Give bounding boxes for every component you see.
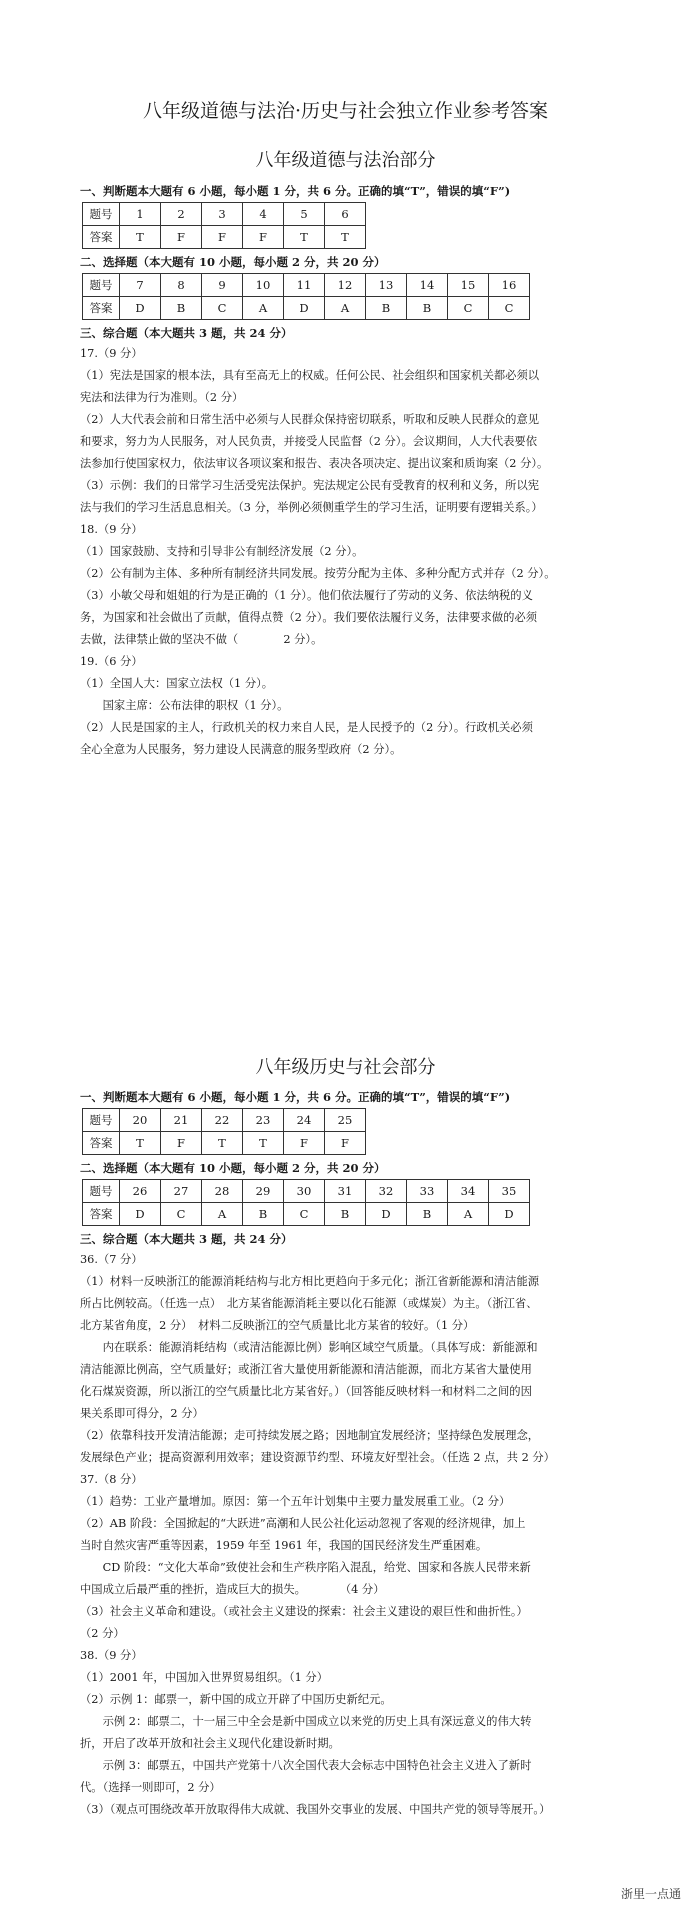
- answer-line: 宪法和法律为行为准则。（2 分）: [80, 391, 244, 404]
- part1-sec1-heading: 一、判断题本大题有 6 小题，每小题 1 分，共 6 分。正确的填“T”，错误的填“F”): [80, 184, 511, 198]
- question-number: 34: [448, 1180, 489, 1203]
- answer-line: CD 阶段：“文化大革命”致使社会和生产秩序陷入混乱，给党、国家和各族人民带来新: [80, 1561, 531, 1574]
- document-title: 八年级道德与法治·历史与社会独立作业参考答案: [142, 100, 549, 122]
- answer-cell: D: [489, 1203, 530, 1226]
- question-number: 29: [243, 1180, 284, 1203]
- question-number: 2: [161, 203, 202, 226]
- answer-cell: F: [202, 226, 243, 249]
- answer-line: 折，开启了改革开放和社会主义现代化建设新时期。: [80, 1737, 340, 1750]
- row-label: 题号: [83, 1109, 120, 1132]
- row-label: 答案: [83, 297, 120, 320]
- answer-cell: C: [448, 297, 489, 320]
- answer-cell: A: [448, 1203, 489, 1226]
- answer-cell: D: [120, 297, 161, 320]
- answer-line: 37.（8 分）: [80, 1473, 143, 1486]
- question-number: 10: [243, 274, 284, 297]
- answer-line: 所占比例较高。（任选一点） 北方某省能源消耗主要以化石能源（或煤炭）为主。（浙江省、: [80, 1297, 538, 1310]
- table-row: [83, 1180, 530, 1203]
- question-number: 25: [325, 1109, 366, 1132]
- answer-line: （2）人大代表会前和日常生活中必须与人民群众保持密切联系，听取和反映人民群众的意见: [80, 413, 540, 426]
- answer-line: 36.（7 分）: [80, 1253, 143, 1266]
- question-number: 28: [202, 1180, 243, 1203]
- question-number: 23: [243, 1109, 284, 1132]
- answer-cell: B: [325, 1203, 366, 1226]
- answer-cell: B: [407, 297, 448, 320]
- answer-cell: C: [202, 297, 243, 320]
- answer-line: 法参加行使国家权力，依法审议各项议案和报告、表决各项决定、提出议案和质询案（2 分）。: [80, 457, 549, 470]
- row-label: 题号: [83, 203, 120, 226]
- answer-cell: T: [120, 1132, 161, 1155]
- answer-line: （1）趋势：工业产量增加。原因：第一个五年计划集中主要力量发展重工业。（2 分）: [80, 1495, 511, 1508]
- answer-line: 国家主席：公布法律的职权（1 分）。: [80, 699, 289, 712]
- answer-line: （1）材料一反映浙江的能源消耗结构与北方相比更趋向于多元化；浙江省新能源和清洁能源: [80, 1275, 540, 1288]
- question-number: 11: [284, 274, 325, 297]
- part2-sec2-heading: 二、选择题（本大题有 10 小题，每小题 2 分，共 20 分）: [80, 1161, 386, 1175]
- answer-cell: T: [202, 1132, 243, 1155]
- question-number: 16: [489, 274, 530, 297]
- answer-line: 17.（9 分）: [80, 347, 143, 360]
- part2-mc-table: [82, 1179, 530, 1226]
- question-number: 8: [161, 274, 202, 297]
- answer-cell: B: [366, 297, 407, 320]
- answer-cell: F: [325, 1132, 366, 1155]
- part1-tf-table: [82, 202, 366, 249]
- answer-line: 中国成立后最严重的挫折，造成巨大的损失。 （4 分）: [80, 1583, 385, 1596]
- answer-line: 法与我们的学习生活息息相关。（3 分，举例必须侧重学生的学习生活，证明要有逻辑关系。）: [80, 501, 543, 514]
- answer-line: 果关系即可得分，2 分）: [80, 1407, 204, 1420]
- question-number: 33: [407, 1180, 448, 1203]
- part1-sec2-heading: 二、选择题（本大题有 10 小题，每小题 2 分，共 20 分）: [80, 255, 386, 269]
- answer-cell: T: [120, 226, 161, 249]
- question-number: 32: [366, 1180, 407, 1203]
- part1-title: 八年级道德与法治部分: [255, 150, 436, 171]
- answer-line: （2 分）: [80, 1627, 125, 1640]
- answer-line: 清洁能源比例高，空气质量好；或浙江省大量使用新能源和清洁能源，而北方某省大量使用: [80, 1363, 532, 1376]
- question-number: 3: [202, 203, 243, 226]
- answer-line: 示例 3：邮票五，中国共产党第十八次全国代表大会标志中国特色社会主义进入了新时: [80, 1759, 532, 1772]
- answer-cell: A: [202, 1203, 243, 1226]
- answer-cell: T: [325, 226, 366, 249]
- table-row: [83, 226, 366, 249]
- row-label: 题号: [83, 1180, 120, 1203]
- table-row: [83, 1132, 366, 1155]
- answer-line: （1）宪法是国家的根本法，具有至高无上的权威。任何公民、社会组织和国家机关都必须以: [80, 369, 540, 382]
- watermark-footer: 浙里一点通: [620, 1887, 681, 1901]
- question-number: 14: [407, 274, 448, 297]
- question-number: 9: [202, 274, 243, 297]
- answer-cell: D: [120, 1203, 161, 1226]
- answer-line: （1）国家鼓励、支持和引导非公有制经济发展（2 分）。: [80, 545, 364, 558]
- part2-tf-table: [82, 1108, 366, 1155]
- answer-line: （3）示例：我们的日常学习生活受宪法保护。宪法规定公民有受教育的权利和义务，所以宪: [80, 479, 540, 492]
- question-number: 13: [366, 274, 407, 297]
- question-number: 26: [120, 1180, 161, 1203]
- answer-line: （2）依靠科技开发清洁能源；走可持续发展之路；因地制宜发展经济；坚持绿色发展理念，: [80, 1429, 540, 1442]
- question-number: 30: [284, 1180, 325, 1203]
- answer-cell: B: [243, 1203, 284, 1226]
- answer-cell: D: [284, 297, 325, 320]
- answer-line: （1）2001 年，中国加入世界贸易组织。（1 分）: [80, 1671, 329, 1684]
- question-number: 1: [120, 203, 161, 226]
- question-number: 6: [325, 203, 366, 226]
- table-row: [83, 297, 530, 320]
- answer-cell: F: [243, 226, 284, 249]
- answer-line: （1）全国人大：国家立法权（1 分）。: [80, 677, 274, 690]
- answer-line: 内在联系：能源消耗结构（或清洁能源比例）影响区域空气质量。（具体写成：新能源和: [80, 1341, 538, 1354]
- table-row: [83, 274, 530, 297]
- answer-line: 化石煤炭资源，所以浙江的空气质量比北方某省好。）（回答能反映材料一和材料二之间的因: [80, 1385, 532, 1398]
- question-number: 12: [325, 274, 366, 297]
- question-number: 35: [489, 1180, 530, 1203]
- answer-cell: A: [243, 297, 284, 320]
- question-number: 5: [284, 203, 325, 226]
- row-label: 答案: [83, 226, 120, 249]
- answer-line: 19.（6 分）: [80, 655, 143, 668]
- answer-line: 全心全意为人民服务，努力建设人民满意的服务型政府（2 分）。: [80, 743, 402, 756]
- question-number: 20: [120, 1109, 161, 1132]
- answer-cell: T: [284, 226, 325, 249]
- question-number: 27: [161, 1180, 202, 1203]
- answer-cell: D: [366, 1203, 407, 1226]
- answer-cell: F: [161, 226, 202, 249]
- answer-line: （3）社会主义革命和建设。（或社会主义建设的探索：社会主义建设的艰巨性和曲折性。）: [80, 1605, 528, 1618]
- answer-cell: C: [284, 1203, 325, 1226]
- part2-title: 八年级历史与社会部分: [255, 1057, 436, 1078]
- answer-line: 代。（选择一则即可，2 分）: [80, 1781, 221, 1794]
- answer-cell: B: [407, 1203, 448, 1226]
- row-label: 答案: [83, 1132, 120, 1155]
- answer-line: 和要求，努力为人民服务，对人民负责，并接受人民监督（2 分）。会议期间，人大代表要依: [80, 435, 538, 448]
- question-number: 15: [448, 274, 489, 297]
- answer-cell: C: [489, 297, 530, 320]
- part1-mc-table: [82, 273, 530, 320]
- answer-cell: T: [243, 1132, 284, 1155]
- answer-line: （2）示例 1：邮票一，新中国的成立开辟了中国历史新纪元。: [80, 1693, 392, 1706]
- answer-line: 18.（9 分）: [80, 523, 143, 536]
- answer-line: （2）公有制为主体、多种所有制经济共同发展。按劳分配为主体、多种分配方式并存（2 分）。: [80, 567, 556, 580]
- answer-line: 北方某省角度，2 分） 材料二反映浙江的空气质量比北方某省的较好。（1 分）: [80, 1319, 475, 1332]
- answer-line: 示例 2：邮票二，十一届三中全会是新中国成立以来党的历史上具有深远意义的伟大转: [80, 1715, 532, 1728]
- answer-line: （3）（观点可围绕改革开放取得伟大成就、我国外交事业的发展、中国共产党的领导等展开。）: [80, 1803, 551, 1816]
- part1-sec3-heading: 三、综合题（本大题共 3 题，共 24 分）: [80, 326, 293, 340]
- question-number: 4: [243, 203, 284, 226]
- answer-line: （2）人民是国家的主人，行政机关的权力来自人民，是人民授予的（2 分）。行政机关必须: [80, 721, 533, 734]
- answer-line: 去做，法律禁止做的坚决不做（ 2 分）。: [80, 633, 323, 646]
- answer-line: 务，为国家和社会做出了贡献，值得点赞（2 分）。我们要依法履行义务，法律要求做的必须: [80, 611, 538, 624]
- answer-line: 38.（9 分）: [80, 1649, 143, 1662]
- question-number: 21: [161, 1109, 202, 1132]
- row-label: 答案: [83, 1203, 120, 1226]
- question-number: 7: [120, 274, 161, 297]
- answer-line: 发展绿色产业；提高资源利用效率；建设资源节约型、环境友好型社会。（任选 2 点，共 2 分）: [80, 1451, 555, 1464]
- table-row: [83, 1203, 530, 1226]
- part2-sec3-heading: 三、综合题（本大题共 3 题，共 24 分）: [80, 1232, 293, 1246]
- part2-sec1-heading: 一、判断题本大题有 6 小题，每小题 1 分，共 6 分。正确的填“T”，错误的填“F”): [80, 1090, 511, 1104]
- answer-cell: C: [161, 1203, 202, 1226]
- question-number: 31: [325, 1180, 366, 1203]
- answer-cell: B: [161, 297, 202, 320]
- answer-line: 当时自然灾害严重等因素，1959 年至 1961 年，我国的国民经济发生严重困难。: [80, 1539, 488, 1552]
- part2-body: [80, 1087, 640, 1821]
- table-row: [83, 203, 366, 226]
- answer-cell: F: [284, 1132, 325, 1155]
- part1-body: [80, 181, 640, 761]
- answer-line: （2）AB 阶段：全国掀起的“大跃进”高潮和人民公社化运动忽视了客观的经济规律，加上: [80, 1517, 526, 1530]
- row-label: 题号: [83, 274, 120, 297]
- question-number: 24: [284, 1109, 325, 1132]
- table-row: [83, 1109, 366, 1132]
- question-number: 22: [202, 1109, 243, 1132]
- answer-cell: A: [325, 297, 366, 320]
- answer-line: （3）小敏父母和姐姐的行为是正确的（1 分）。他们依法履行了劳动的义务、依法纳税的义: [80, 589, 533, 602]
- answer-cell: F: [161, 1132, 202, 1155]
